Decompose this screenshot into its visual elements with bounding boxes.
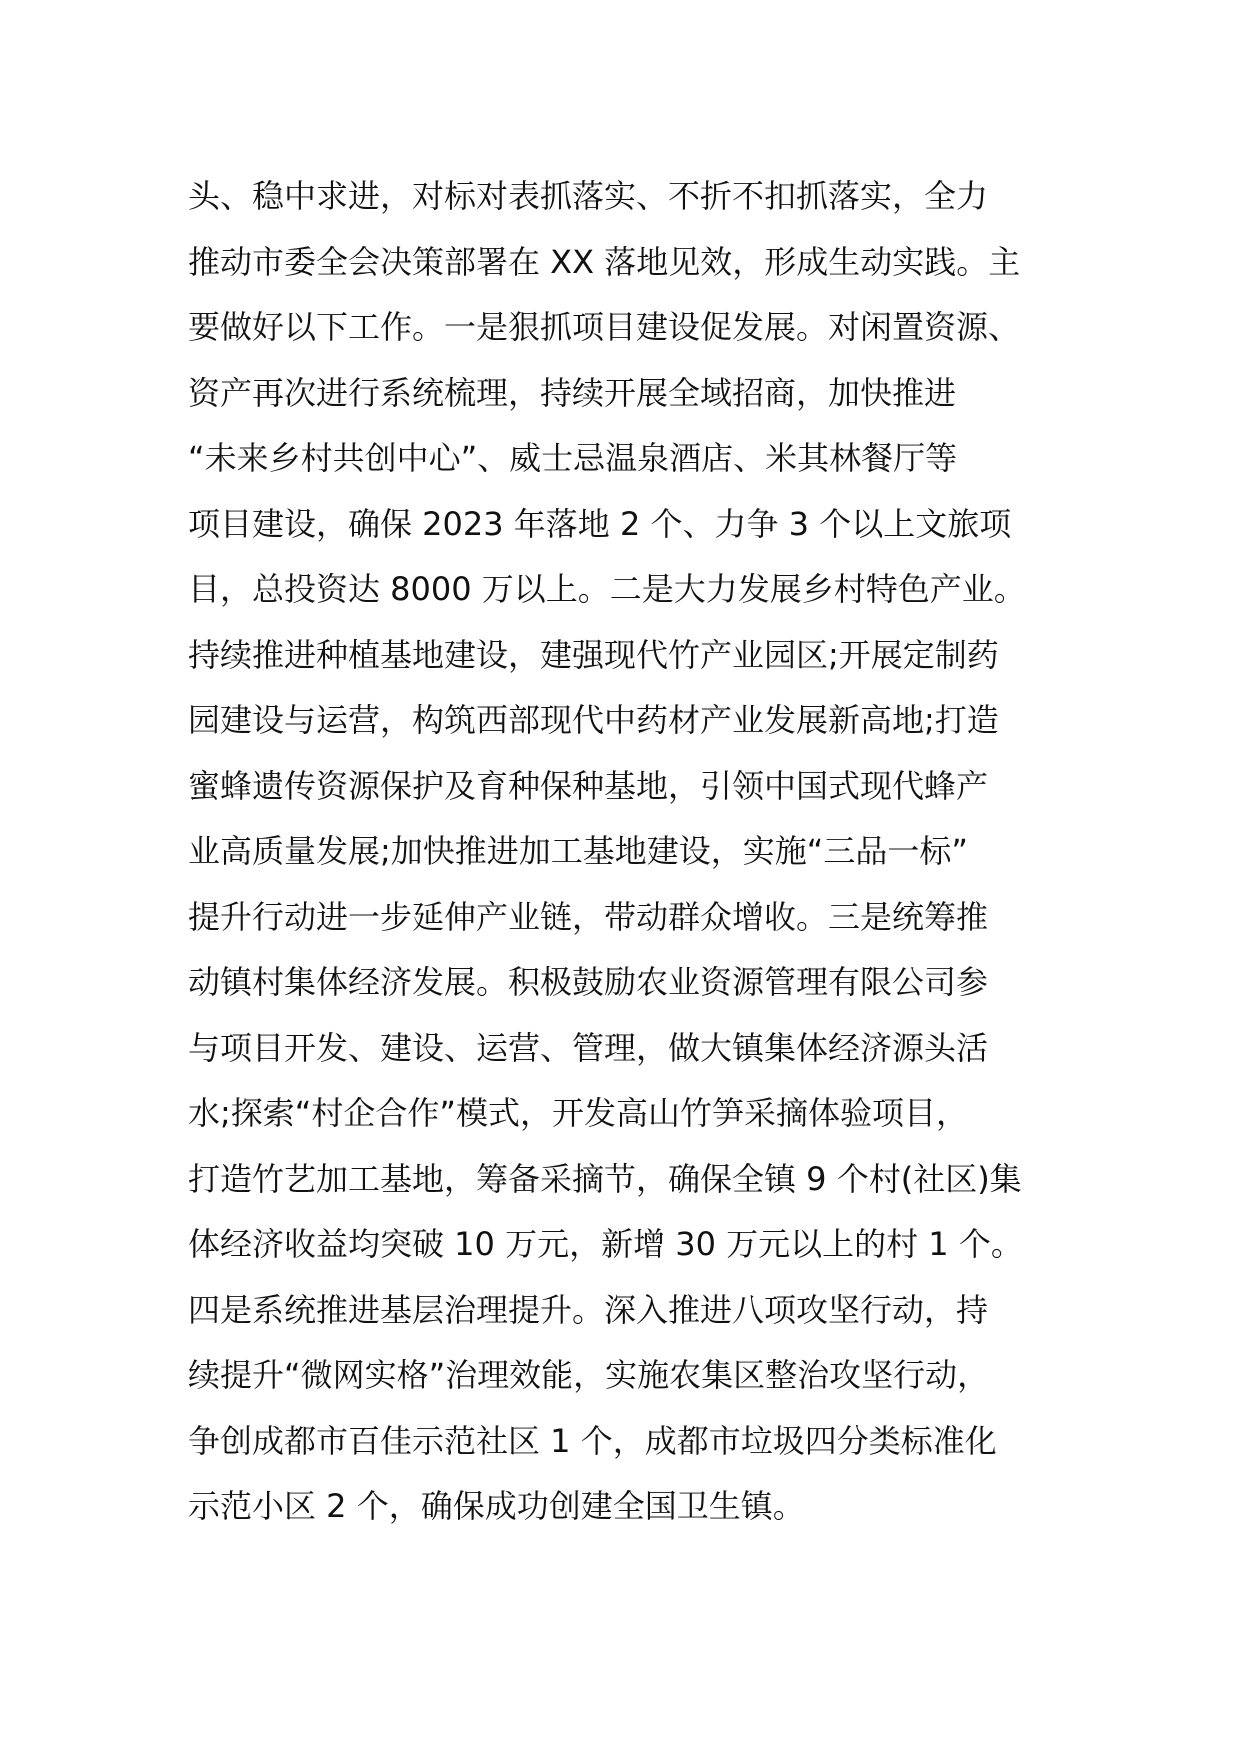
text-line: 与项目开发、建设、运营、管理，做大镇集体经济源头活 <box>188 1028 989 1067</box>
text-line: 水;探索“村企合作”模式，开发高山竹笋采摘体验项目， <box>188 1094 968 1132</box>
text-line: 示范小区 2 个，确保成功创建全国卫生镇。 <box>188 1487 805 1525</box>
text-line: 项目建设，确保 2023 年落地 2 个、力争 3 个以上文旅项 <box>188 504 1012 543</box>
body-paragraph <box>188 164 1068 1540</box>
text-line: 持续推进种植基地建设，建强现代竹产业园区;开展定制药 <box>188 635 999 674</box>
text-line: 推动市委全会决策部署在 XX 落地见效，形成生动实践。主 <box>188 242 1021 281</box>
text-line: 打造竹艺加工基地，筹备采摘节，确保全镇 9 个村(社区)集 <box>188 1159 1022 1198</box>
text-line: 要做好以下工作。一是狠抓项目建设促发展。对闲置资源、 <box>188 308 1021 346</box>
text-line: 资产再次进行系统梳理，持续开展全域招商，加快推进 <box>188 373 957 412</box>
text-line: 提升行动进一步延伸产业链，带动群众增收。三是统筹推 <box>188 897 989 936</box>
text-line: 争创成都市百佳示范社区 1 个，成都市垃圾四分类标准化 <box>188 1421 997 1460</box>
text-line: 动镇村集体经济发展。积极鼓励农业资源管理有限公司参 <box>188 963 989 1001</box>
text-line: 体经济收益均突破 10 万元，新增 30 万元以上的村 1 个。 <box>188 1225 1023 1263</box>
text-line: “未来乡村共创中心”、威士忌温泉酒店、米其林餐厅等 <box>188 439 958 477</box>
text-line: 头、稳中求进，对标对表抓落实、不折不扣抓落实，全力 <box>188 177 989 215</box>
text-line: 业高质量发展;加快推进加工基地建设，实施“三品一标” <box>188 832 968 870</box>
text-line: 续提升“微网实格”治理效能，实施农集区整治攻坚行动， <box>188 1356 990 1394</box>
text-line: 目，总投资达 8000 万以上。二是大力发展乡村特色产业。 <box>188 570 1026 608</box>
text-line: 园建设与运营，构筑西部现代中药材产业发展新高地;打造 <box>188 701 999 739</box>
text-line: 四是系统推进基层治理提升。深入推进八项攻坚行动，持 <box>188 1290 989 1329</box>
text-line: 蜜蜂遗传资源保护及育种保种基地，引领中国式现代蜂产 <box>188 766 989 805</box>
